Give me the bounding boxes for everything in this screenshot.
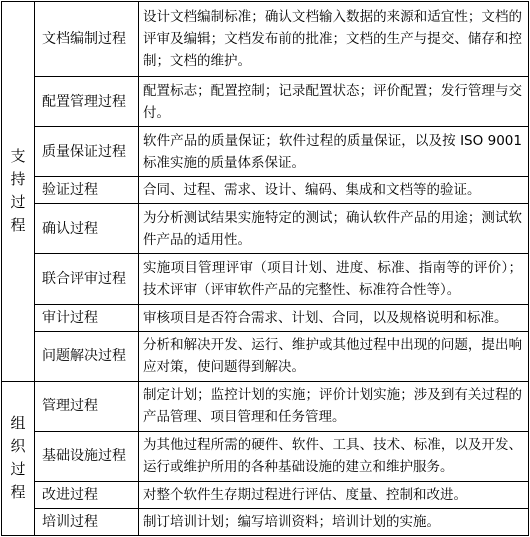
table-row bbox=[2, 77, 529, 127]
process-description-cell: 制订培训计划；编写培训资料；培训计划的实施。 bbox=[139, 508, 529, 535]
table-row bbox=[2, 481, 529, 508]
process-description-cell: 审核项目是否符合需求、计划、合同，以及规格说明和标准。 bbox=[139, 304, 529, 331]
process-description-cell: 为分析测试结果实施特定的测试；确认软件产品的用途；测试软件产品的适用性。 bbox=[139, 204, 529, 254]
table-row bbox=[2, 331, 529, 381]
process-description-cell: 合同、过程、需求、设计、编码、集成和文档等的验证。 bbox=[139, 177, 529, 204]
process-name-cell: 培训过程 bbox=[35, 508, 139, 535]
table-row bbox=[2, 381, 529, 431]
process-description-cell: 制定计划；监控计划的实施；评价计划实施；涉及到有关过程的产品管理、项目管理和任务管理。 bbox=[139, 381, 529, 431]
table-row bbox=[2, 254, 529, 304]
category-cell-organization bbox=[2, 381, 35, 535]
process-name-cell: 配置管理过程 bbox=[35, 77, 139, 127]
process-description-cell: 软件产品的质量保证；软件过程的质量保证，以及按 ISO 9001 标准实施的质量体系保证。 bbox=[139, 127, 529, 177]
process-name-cell: 改进过程 bbox=[35, 481, 139, 508]
process-description-cell: 对整个软件生存期过程进行评估、度量、控制和改进。 bbox=[139, 481, 529, 508]
table-row bbox=[2, 204, 529, 254]
process-name-cell: 联合评审过程 bbox=[35, 254, 139, 304]
process-description-cell: 分析和解决开发、运行、维护或其他过程中出现的问题，提出响应对策，使问题得到解决。 bbox=[139, 331, 529, 381]
table-row bbox=[2, 431, 529, 481]
process-name-cell: 管理过程 bbox=[35, 381, 139, 431]
table-row bbox=[2, 177, 529, 204]
process-name-cell: 基础设施过程 bbox=[35, 431, 139, 481]
process-name-cell: 确认过程 bbox=[35, 204, 139, 254]
process-table bbox=[1, 1, 529, 536]
process-description-cell: 配置标志；配置控制；记录配置状态；评价配置；发行管理与交付。 bbox=[139, 77, 529, 127]
table-row bbox=[2, 127, 529, 177]
process-description-cell: 设计文档编制标准；确认文档输入数据的来源和适宜性；文档的评审及编辑；文档发布前的批准；文档的生产与提交、储存和控制；文档的维护。 bbox=[139, 2, 529, 77]
process-name-cell: 审计过程 bbox=[35, 304, 139, 331]
table-row bbox=[2, 2, 529, 77]
table-row bbox=[2, 508, 529, 535]
process-description-cell: 实施项目管理评审（项目计划、进度、标准、指南等的评价）；技术评审（评审软件产品的完整性、标准符合性等）。 bbox=[139, 254, 529, 304]
category-cell-support bbox=[2, 2, 35, 382]
table-row bbox=[2, 304, 529, 331]
process-description-cell: 为其他过程所需的硬件、软件、工具、技术、标准，以及开发、运行或维护所用的各种基础设施的建立和维护服务。 bbox=[139, 431, 529, 481]
category-label: 支持过程 bbox=[10, 147, 26, 235]
category-label: 组织过程 bbox=[10, 414, 26, 502]
process-name-cell: 质量保证过程 bbox=[35, 127, 139, 177]
process-name-cell: 问题解决过程 bbox=[35, 331, 139, 381]
process-name-cell: 文档编制过程 bbox=[35, 2, 139, 77]
process-name-cell: 验证过程 bbox=[35, 177, 139, 204]
